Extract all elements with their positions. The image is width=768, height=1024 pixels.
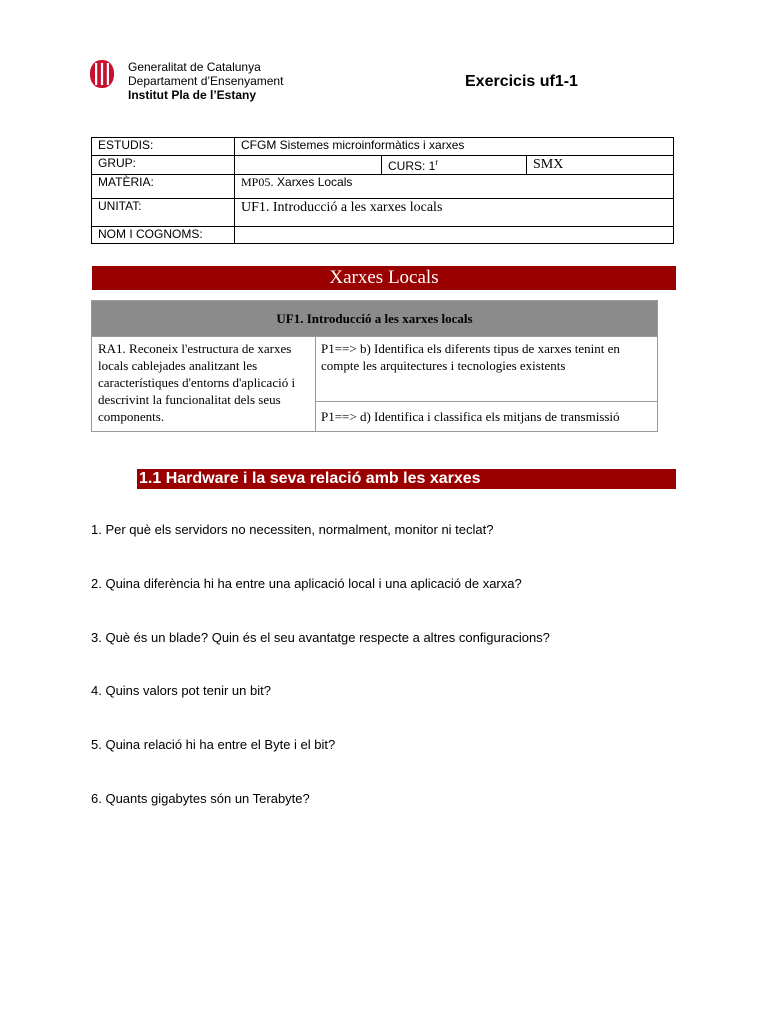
nom-value[interactable] bbox=[235, 227, 674, 244]
smx-value: SMX bbox=[527, 156, 674, 175]
materia-label: MATÈRIA: bbox=[92, 175, 235, 199]
question-item: 2. Quina diferència hi ha entre una aplicació local i una aplicació de xarxa? bbox=[91, 576, 522, 591]
estudis-value: CFGM Sistemes microinformàtics i xarxes bbox=[235, 138, 674, 156]
curs-text: CURS: 1 bbox=[388, 159, 436, 173]
question-item: 5. Quina relació hi ha entre el Byte i el bit? bbox=[91, 737, 336, 752]
question-item: 3. Què és un blade? Quin és el seu avantatge respecte a altres configuracions? bbox=[91, 630, 550, 645]
materia-value bbox=[235, 175, 674, 199]
organization-block bbox=[128, 60, 283, 102]
catalan-flag-icon bbox=[90, 60, 114, 88]
unitat-value: UF1. Introducció a les xarxes locals bbox=[235, 199, 674, 227]
curs-superscript: r bbox=[435, 158, 439, 167]
question-item: 4. Quins valors pot tenir un bit? bbox=[91, 683, 271, 698]
ra-table-header: UF1. Introducció a les xarxes locals bbox=[92, 301, 658, 337]
criterion-p1-b: P1==> b) Identifica els diferents tipus de xarxes tenint en compte les arquitectures i tecnologies existents bbox=[316, 337, 658, 402]
criterion-p1-d: P1==> d) Identifica i classifica els mitjans de transmissió bbox=[316, 402, 658, 432]
subsection-title: 1.1 Hardware i la seva relació amb les xarxes bbox=[137, 469, 676, 489]
materia-name: . Xarxes Locals bbox=[270, 175, 353, 189]
curs-label bbox=[382, 156, 527, 175]
org-name: Generalitat de Catalunya bbox=[128, 60, 261, 74]
nom-label: NOM I COGNOMS: bbox=[92, 227, 235, 244]
grup-label: GRUP: bbox=[92, 156, 235, 175]
unitat-label: UNITAT: bbox=[92, 199, 235, 227]
institute-name: Institut Pla de l’Estany bbox=[128, 88, 257, 102]
question-item: 6. Quants gigabytes són un Terabyte? bbox=[91, 791, 310, 806]
department-name: Departament d’Ensenyament bbox=[128, 74, 284, 88]
student-info-table bbox=[91, 137, 674, 244]
grup-value[interactable] bbox=[235, 156, 382, 175]
question-item: 1. Per què els servidors no necessiten, normalment, monitor ni teclat? bbox=[91, 522, 494, 537]
ra1-description: RA1. Reconeix l'estructura de xarxes locals cablejades analitzant les característiques d'entorns d'aplicació i descrivint la funcionalitat dels seus components. bbox=[92, 337, 316, 432]
document-title: Exercicis uf1-1 bbox=[465, 73, 578, 90]
section-banner: Xarxes Locals bbox=[92, 266, 676, 290]
materia-code: MP05 bbox=[241, 175, 271, 189]
learning-outcomes-table bbox=[91, 300, 658, 432]
estudis-label: ESTUDIS: bbox=[92, 138, 235, 156]
